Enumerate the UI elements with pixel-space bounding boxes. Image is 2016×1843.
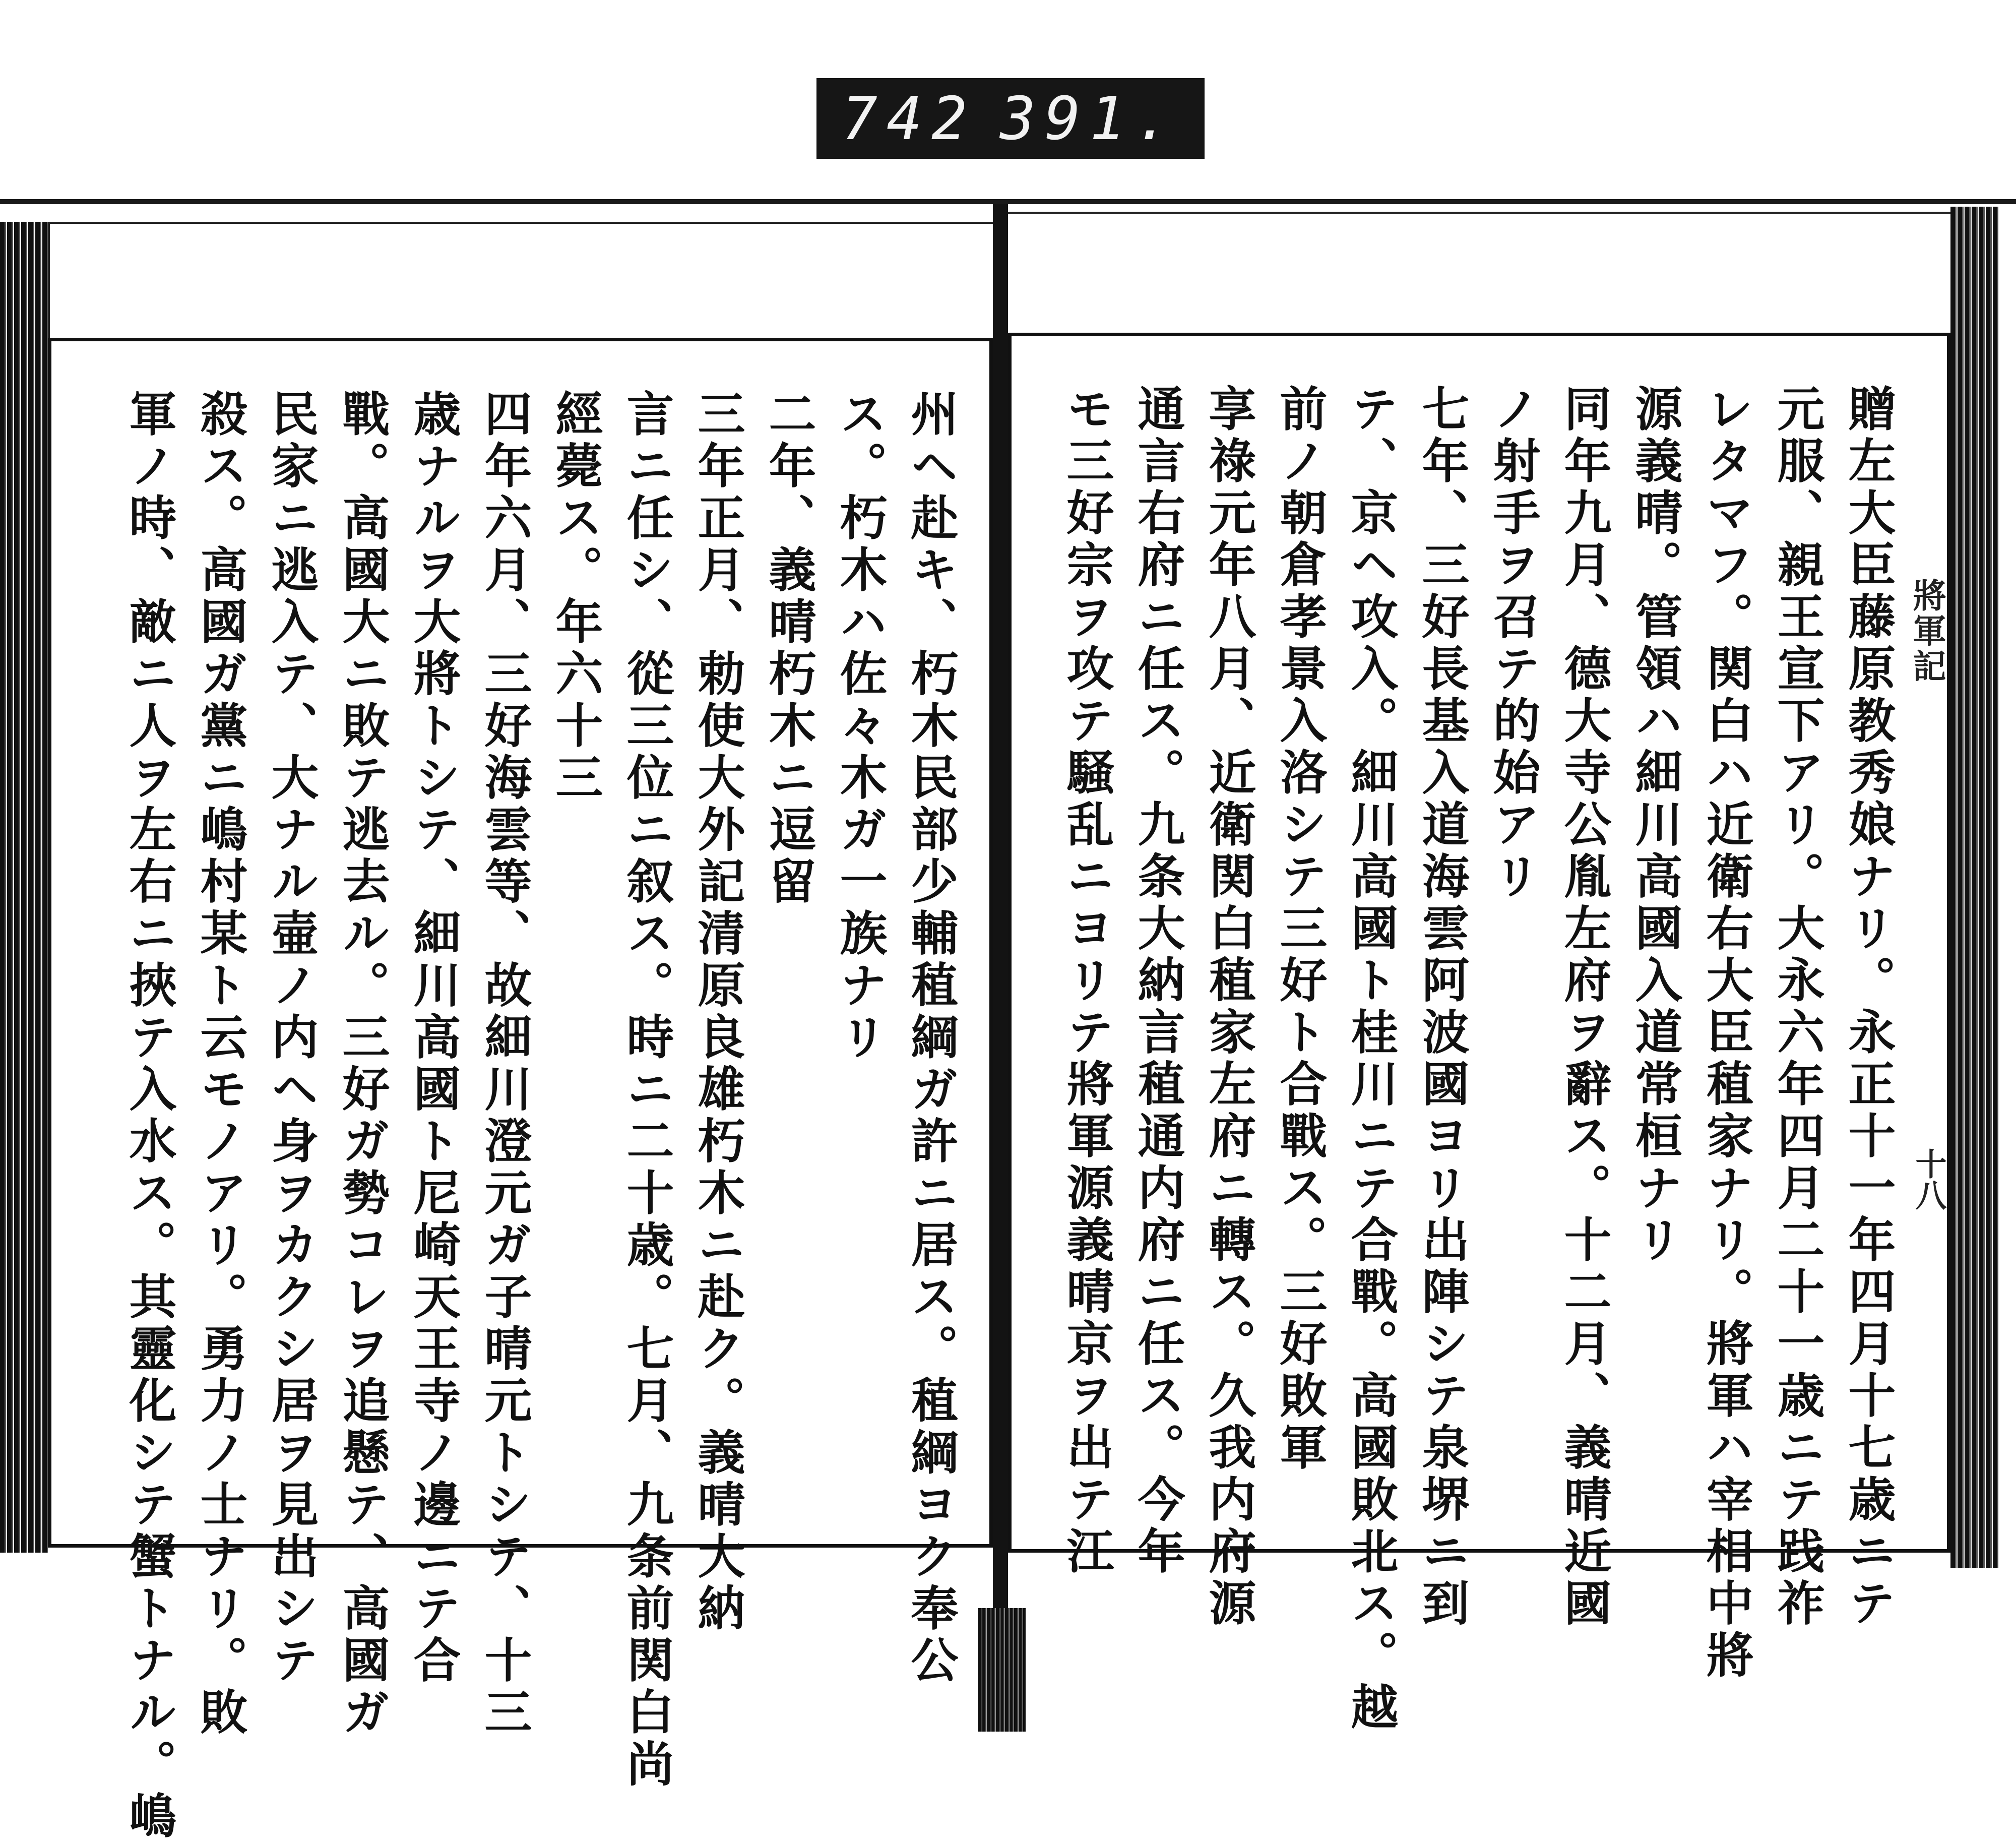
text-column: 同年九月、德大寺公胤左府ヲ辭ス。十二月、義晴近國 bbox=[1556, 384, 1611, 1630]
catalog-number-right: 391. bbox=[999, 84, 1179, 153]
text-column: 州ヘ赴キ、朽木民部少輔稙綱ガ許ニ居ス。稙綱ヨク奉公 bbox=[903, 389, 958, 1687]
left-page-top-margin bbox=[48, 222, 993, 338]
text-column: 軍ノ時、敵ニ人ヲ左右ニ挾テ入水ス。其靈化シテ蟹トナル。嶋 bbox=[121, 389, 176, 1843]
book-spine-base bbox=[978, 1608, 1026, 1732]
left-page-stack-edge bbox=[0, 222, 48, 1553]
right-page-text-columns bbox=[1012, 336, 1947, 1734]
text-column: 享祿元年八月、近衛関白稙家左府ニ轉ス。久我内府源 bbox=[1201, 384, 1256, 1630]
text-column: 歳ナルヲ大將トシテ、細川高國ト尼崎天王寺ノ邊ニテ合 bbox=[405, 389, 461, 1687]
right-page-folio: 十八 bbox=[1910, 1148, 1947, 1210]
text-column: 經薨ス。年六十三 bbox=[547, 389, 603, 805]
text-column: 贈左大臣藤原教秀娘ナリ。永正十一年四月十七歳ニテ bbox=[1840, 384, 1896, 1630]
text-column: ス。朽木ハ佐々木ガ一族ナリ bbox=[832, 389, 887, 1064]
right-page-stack-edge bbox=[1950, 207, 1998, 1568]
right-page bbox=[1008, 333, 1950, 1734]
text-column: 言ニ任シ、從三位ニ叙ス。時ニ二十歳。七月、九条前関白尚 bbox=[618, 389, 674, 1791]
text-column: 四年六月、三好海雲等、故細川澄元ガ子晴元トシテ、十三 bbox=[476, 389, 532, 1739]
text-column: 民家ニ逃入テ、大ナル壷ノ内ヘ身ヲカクシ居ヲ見出シテ bbox=[263, 389, 319, 1687]
text-column: モ三好宗ヲ攻テ騒乱ニヨリテ將軍源義晴京ヲ出テ江 bbox=[1058, 384, 1114, 1578]
text-column: 殺ス。高國ガ黨ニ嶋村某ト云モノアリ。勇力ノ士ナリ。敗 bbox=[192, 389, 247, 1739]
text-column: 元服、親王宣下アリ。大永六年四月二十一歳ニテ践祚 bbox=[1769, 384, 1824, 1630]
right-page-top-margin bbox=[1008, 212, 1950, 333]
text-column: 前ノ朝倉孝景入洛シテ三好ト合戰ス。三好敗軍 bbox=[1272, 384, 1327, 1475]
text-column: 七年、三好長基入道海雲阿波國ヨリ出陣シテ泉堺ニ到 bbox=[1414, 384, 1469, 1630]
book-spread-top-edge bbox=[0, 199, 2016, 204]
text-column: 源義晴。管領ハ細川高國入道常桓ナリ bbox=[1627, 384, 1682, 1267]
book-gutter bbox=[993, 204, 1008, 1732]
text-column: 三年正月、勅使大外記清原良雄朽木ニ赴ク。義晴大納 bbox=[689, 389, 745, 1635]
left-page-text-columns bbox=[51, 341, 989, 1843]
text-column: ノ射手ヲ召テ的始アリ bbox=[1485, 384, 1540, 903]
catalog-number-left: 742 bbox=[842, 84, 977, 153]
left-page bbox=[48, 338, 993, 1843]
text-column: 戰。高國大ニ敗テ逃去ル。三好ガ勢コレヲ追懸テ、高國ガ bbox=[334, 389, 390, 1739]
right-page-running-title: 將軍記 bbox=[1907, 578, 1946, 684]
text-column: 通言右府ニ任ス。九条大納言稙通内府ニ任ス。今年 bbox=[1129, 384, 1185, 1578]
catalog-number-label bbox=[816, 78, 1205, 159]
text-column: 二年、義晴朽木ニ逗留 bbox=[761, 389, 816, 908]
text-column: テ、京ヘ攻入。細川高國ト桂川ニテ合戰。高國敗北ス。越 bbox=[1343, 384, 1398, 1734]
text-column: レタマフ。関白ハ近衛右大臣稙家ナリ。將軍ハ宰相中將 bbox=[1698, 384, 1753, 1682]
